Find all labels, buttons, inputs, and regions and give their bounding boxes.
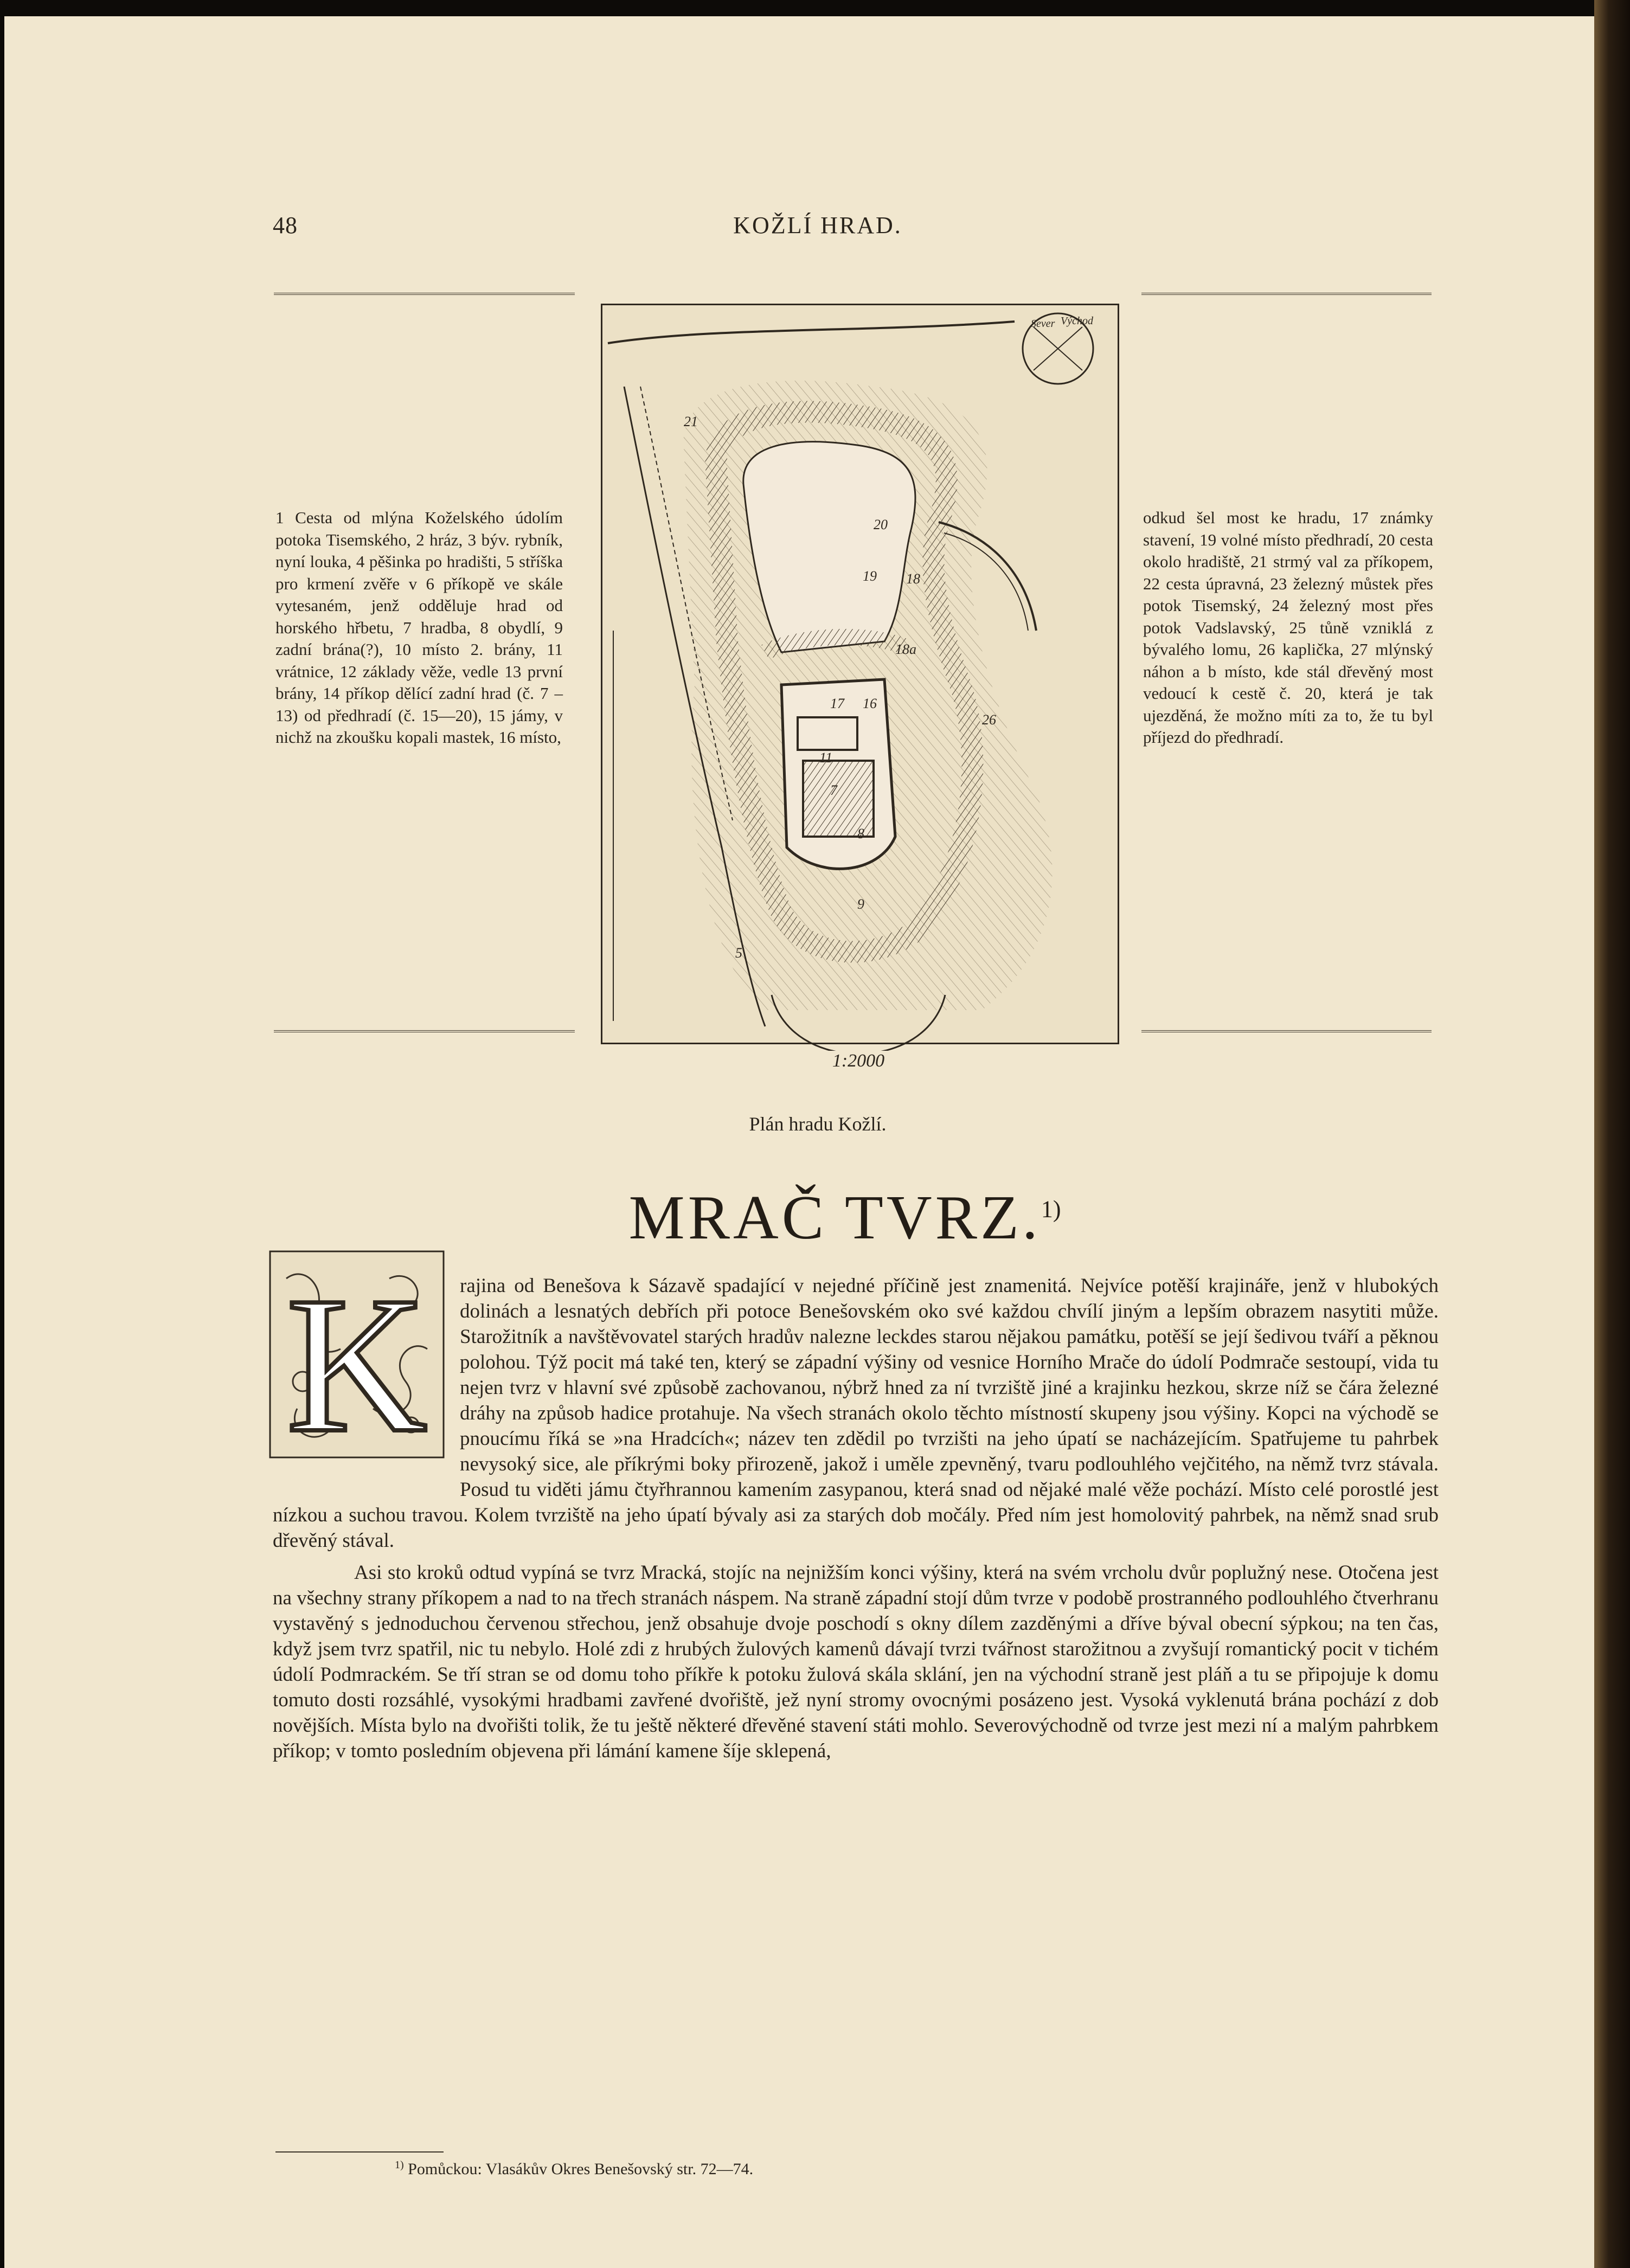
chapter-footnote-mark: 1) [1041,1196,1061,1223]
map-label-17: 17 [830,696,844,711]
figure-caption: Plán hradu Kožlí. [749,1113,887,1135]
initial-letter: K [286,1256,427,1463]
castle-plan-map [601,304,1119,1044]
rule-top-right [1141,293,1432,295]
running-title: KOŽLÍ HRAD. [733,212,902,239]
rule-bottom-left [274,1030,575,1032]
map-label-8: 8 [857,826,864,841]
map-legend-left: 1 Cesta od mlýna Koželského údolím potoka Tisemského, 2 hráz, 3 býv. rybník, nyní louka, 4 pěšinka po hradišti, 5 stříška pro krmení zvěře v 6 příkopě ve skále vytesaném, jenž odděluje hrad od horského hřbetu, 7 hradba, 8 obydlí, 9 zadní brána(?), 10 místo 2. brány, 11 vrátnice, 12 základy věže, vedle 13 první brány, 14 příkop dělící zadní hrad (č. 7 – 13) od předhradí (č. 15—20), 15 jámy, v nichž na zkoušku kopali mastek, 16 místo, [275,508,563,747]
page-number: 48 [273,212,298,239]
dwelling [803,761,874,837]
chapter-title [601,1182,1089,1254]
footnote-rule [275,2151,444,2153]
outer-bailey [743,442,915,652]
road-top [608,322,1015,343]
map-legend-right: odkud šel most ke hradu, 17 známky stavení, 19 volné místo předhradí, 20 cesta okolo hradiště, 21 strmý val za příkopem, 22 cesta úpravná, 23 železný můstek přes potok Tisemský, 24 železný most přes potok Vadslavský, 25 tůně vzniklá z bývalého lomu, 26 kaplička, 27 mlýnský náhon a b místo, kde stál dřevěný most vedoucí k cestě č. 20, která je tak ujezděná, že možno míti za to, že tu byl příjezd do předhradí. [1143,508,1433,747]
footnote [395,2159,753,2179]
rule-top-left [274,293,575,295]
map-label-18a: 18a [895,641,916,657]
map-label-19: 19 [863,568,877,584]
chapter-body [273,1273,1439,1764]
castle-plan-drawing [602,305,1118,1043]
map-label-9: 9 [857,896,864,912]
map-label-11: 11 [819,750,833,766]
book-spine [1594,0,1630,2268]
chapter-title-text: MRAČ TVRZ. [628,1183,1041,1252]
footnote-text: Pomůckou: Vlasákův Okres Benešovský str. 72—74. [408,2160,754,2178]
map-label-21: 21 [684,414,698,429]
book-page [4,16,1604,2268]
map-label-7: 7 [830,782,837,798]
map-label-26: 26 [982,712,996,728]
paragraph-1: rajina od Benešova k Sázavě spadající v nejedné příčině jest znamenitá. Nejvíce potěší krajináře, jenž v hlubokých dolinách a lesnatých debřích při potoce Benešovském oko své každou chvílí jiným a lepším obrazem nasytiti může. Starožitník a navštěvovatel starých hradův nalezne leckdes starou nějakou památku, potěší se její šedivou tváří a pěknou polohou. Týž pocit má také ten, který se západní výšiny od vesnice Horního Mrače do údolí Podmrače sestoupí, vida tu nejen tvrz v hlavní své způsobě zachovanou, nýbrž hned za ní tvrziště jiné a krajinku hezkou, skrze níž se čára železné dráhy na způsob hadice protahuje. Na všech stranách okolo těchto místností skupeny jsou výšiny. Kopci na východě se pnoucímu říká se »na Hradcích«; název ten zdědil po tvrzišti na jeho úpatí se nacházejícím. Spatřujeme tu pahrbek nevysoký sice, ale příkrými boky přirozeně, jakož i uměle zpevněný, tvaru podlouhlého vejčitého, na němž tvrz stávala. Posud tu viděti jámu čtyřhrannou kamením zasypanou, která snad od nějaké malé věže pochází. Místo celé porostlé jest nízkou a suchou travou. Kolem tvrziště na jeho úpatí bývaly asi za starých dob močály. Před ním jest homolovitý pahrbek, na němž snad srub dřevěný stával. [273,1275,1439,1552]
map-label-18: 18 [906,571,920,587]
compass-east-label: Východ [1061,315,1093,327]
rule-bottom-right [1141,1030,1432,1032]
compass-north-label: Sever [1031,318,1055,330]
map-scale: 1:2000 [791,1051,926,1071]
paragraph-2: Asi sto kroků odtud vypíná se tvrz Mracká, stojíc na nejnižším konci výšiny, která na svém vrcholu dvůr poplužný nese. Otočena jest na všechny strany příkopem a nad to na třech stranách náspem. Na straně západní stojí dům tvrze v podobě prostranného podlouhlého čtverhranu vystavěný s jednoduchou červenou střechou, jenž obsahuje dvoje poschodí s okny dílem zazděnými a dříve býval obecní sýpkou; na ten čas, když jsem tvrz spatřil, nic tu nebylo. Holé zdi z hrubých žulových kamenů dávají tvrzi tvářnost starožitnou a zvyšují romantický pocit v tichém údolí Podmrackém. Se tří stran se od domu toho příkře k potoku žulová skála sklání, jen na východní straně jest pláň a tu se připojuje k domu tomuto dosti rozsáhlé, vysokými hradbami zavřené dvořiště, jež nyní stromy ovocnými posázeno jest. Vysoká vyklenutá brána pochází z dob novějších. Místa bylo na dvořišti tolik, že tu ještě některé dřevěné stavení státi mohlo. Severovýchodně od tvrze jest mezi ní a malým pahrbkem příkop; v tomto posledním objevena při lámání kamene šíje sklepená, [273,1562,1439,1762]
map-label-5: 5 [735,945,742,961]
map-label-16: 16 [863,696,877,711]
footnote-mark: 1) [395,2159,404,2171]
map-label-20: 20 [874,517,888,532]
